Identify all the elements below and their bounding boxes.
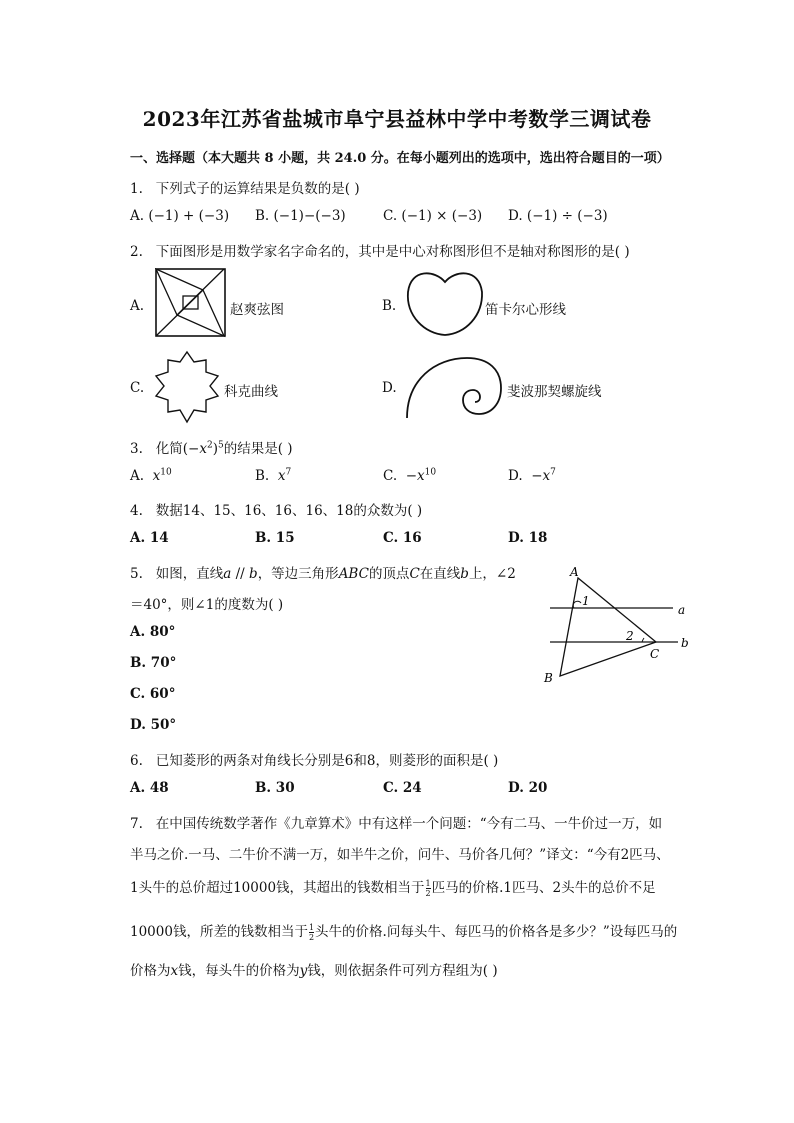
question-7-line-4: 10000钱，所差的钱数相当于 $\frac{1}{2}$ 头牛的价格.问每头牛、每匹马的价格各是多少？”设每匹马的 (130, 923, 678, 942)
question-number: 5. (130, 566, 143, 582)
fraction-half: $\frac{1}{2}$ (308, 923, 315, 942)
q6-option-c: C. 24 (383, 780, 422, 796)
label-a: a (678, 603, 686, 617)
question-stem: 已知菱形的两条对角线长分别是6和8，则菱形的面积是( ) (155, 753, 499, 769)
question-5: 5. 如图，直线a // b，等边三角形ABC的顶点C在直线b上，∠2 (130, 566, 516, 582)
q5-option-c: C. 60° (130, 686, 176, 702)
q3-option-b: B. $x^7$ (255, 467, 292, 484)
question-7-line-3: 1头牛的总价超过10000钱，其超出的钱数相当于 $\frac{1}{2}$ 匹马的价格.1匹马、2头牛的总价不足 (130, 879, 656, 898)
question-number: 1. (130, 181, 143, 197)
label-B: B (544, 671, 553, 685)
q4-option-b: B. 15 (255, 530, 295, 546)
section-heading: 一、选择题（本大题共 8 小题，共 24.0 分。在每小题列出的选项中，选出符合题目的一项） (130, 151, 670, 166)
question-6 (130, 749, 498, 769)
question-1 (130, 177, 360, 197)
question-7-line-2: 半马之价.一马、二牛价不满一万，如半牛之价，问牛、马价各几何？”译文：“今有2匹马、 (130, 847, 670, 863)
triangle-parallel-lines-figure (538, 560, 698, 690)
q2-option-b-letter: B. (382, 298, 397, 314)
q5-option-b: B. 70° (130, 655, 177, 671)
q3-option-c: C. $-x^{10}$ (383, 467, 437, 484)
question-4 (130, 499, 422, 519)
q1-option-d: D. (−1) ÷ (−3) (508, 208, 608, 224)
question-number: 7. (130, 816, 143, 832)
question-number: 3. (130, 441, 143, 457)
q4-option-c: C. 16 (383, 530, 422, 546)
q1-option-a: A. (−1) + (−3) (130, 208, 230, 224)
q5-option-a: A. 80° (130, 624, 176, 640)
q2-caption-b: 笛卡尔心形线 (485, 302, 566, 318)
q4-option-d: D. 18 (508, 530, 548, 546)
q1-option-c: C. (−1) × (−3) (383, 208, 483, 224)
fibonacci-spiral-diagram (405, 356, 505, 420)
zhao-shuang-diagram (155, 268, 227, 338)
q2-option-d-letter: D. (382, 380, 397, 396)
label-angle-1: 1 (582, 594, 590, 608)
cardioid-diagram (405, 268, 485, 338)
q6-option-d: D. 20 (508, 780, 548, 796)
page-title: 2023年江苏省盐城市阜宁县益林中学中考数学三调试卷 (142, 107, 652, 131)
question-stem: 下面图形是用数学家名字命名的，其中是中心对称图形但不是轴对称图形的是( ) (155, 244, 630, 260)
q3-option-d: D. $-x^7$ (508, 467, 556, 484)
label-C: C (650, 647, 660, 661)
q6-option-a: A. 48 (130, 780, 169, 796)
question-number: 6. (130, 753, 143, 769)
fraction-half: $\frac{1}{2}$ (425, 879, 431, 898)
question-7-line-5: 价格为x钱，每头牛的价格为y钱，则依据条件可列方程组为( ) (130, 963, 498, 979)
q2-caption-d: 斐波那契螺旋线 (507, 384, 602, 400)
question-3: 3. 化简$(-x^2)^5$的结果是( ) (130, 440, 293, 457)
q1-option-b: B. (−1)−(−3) (255, 208, 346, 224)
question-stem: 数据14、15、16、16、16、18的众数为( ) (155, 503, 423, 519)
q2-caption-c: 科克曲线 (224, 384, 278, 400)
question-7: 7. 在中国传统数学著作《九章算术》中有这样一个问题：“今有二马、一牛价过一万，如 (130, 816, 663, 832)
question-number: 4. (130, 503, 143, 519)
label-b: b (681, 636, 689, 650)
label-A: A (570, 565, 579, 579)
q3-option-a: A. $x^{10}$ (130, 467, 172, 484)
q4-option-a: A. 14 (130, 530, 169, 546)
koch-curve-diagram (150, 350, 224, 424)
question-stem: 下列式子的运算结果是负数的是( ) (155, 181, 360, 197)
label-angle-2: 2 (626, 629, 634, 643)
question-5-line-2: ＝40°，则∠1的度数为( ) (130, 597, 284, 613)
q5-option-d: D. 50° (130, 717, 177, 733)
question-number: 2. (130, 244, 143, 260)
question-2 (130, 240, 630, 260)
q6-option-b: B. 30 (255, 780, 295, 796)
q2-option-c-letter: C. (130, 380, 145, 396)
q2-caption-a: 赵爽弦图 (230, 302, 284, 318)
q2-option-a-letter: A. (130, 298, 145, 314)
